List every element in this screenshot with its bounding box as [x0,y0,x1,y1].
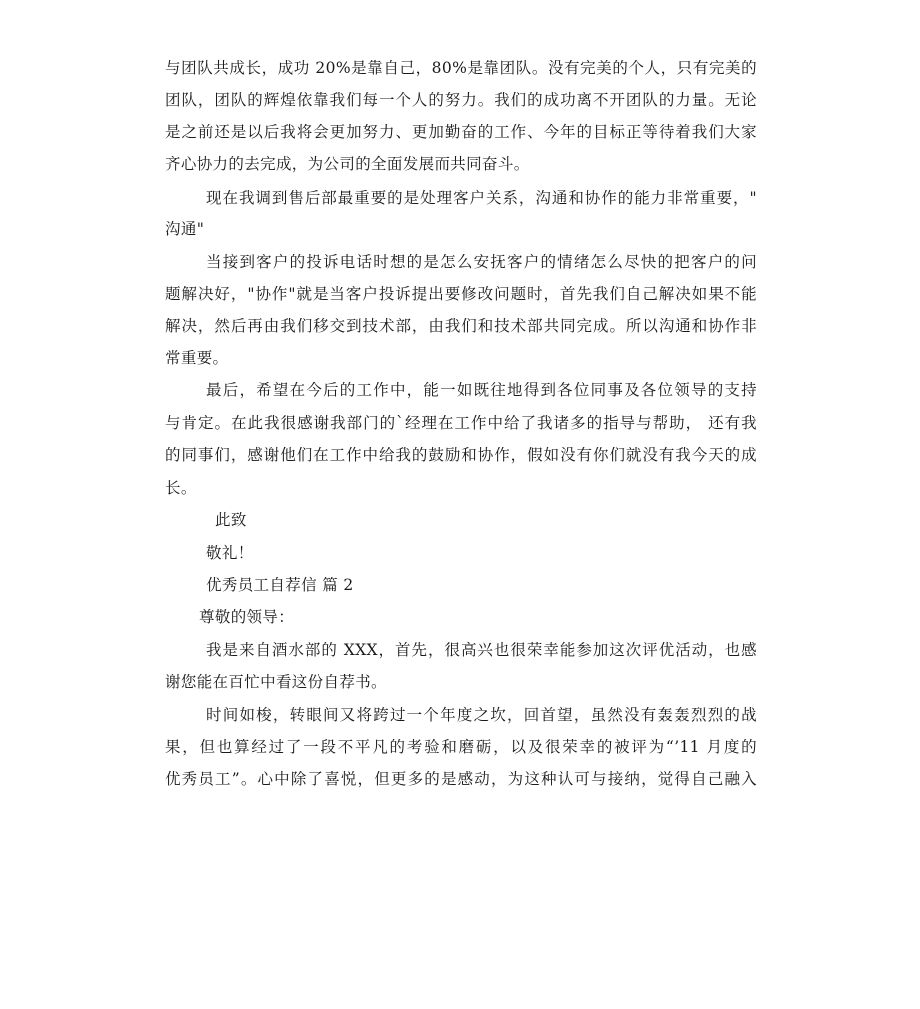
text-line: 常重要。 [165,349,229,367]
text-line: 与肯定。在此我很感谢我部门的`经理在工作中给了我诸多的指导与帮助， 还有我 [165,414,757,432]
closing-salutation: 此致 [215,511,247,529]
text-line: 时间如梭，转眼间又将跨过一个年度之坎，回首望，虽然没有轰轰烈烈的战 [206,706,757,724]
text-line: 与团队共成长，成功 20%是靠自己，80%是靠团队。没有完美的个人，只有完美的 [165,59,757,77]
text-line: 最后，希望在今后的工作中，能一如既往地得到各位同事及各位领导的支持 [206,381,757,399]
text-line: 的同事们，感谢他们在工作中给我的鼓励和协作，假如没有你们就没有我今天的成 [165,446,757,464]
closing-regards: 敬礼！ [206,544,254,562]
text-line: 长。 [165,479,197,497]
text-line: 果，但也算经过了一段不平凡的考验和磨砺，以及很荣幸的被评为“’11 月度的 [165,738,757,756]
text-line: 题解决好，"协作"就是当客户投诉提出要修改问题时，首先我们自己解决如果不能 [165,285,757,303]
text-line: 解决，然后再由我们移交到技术部，由我们和技术部共同完成。所以沟通和协作非 [165,317,757,335]
text-line: 优秀员工”。心中除了喜悦，但更多的是感动，为这种认可与接纳，觉得自己融入 [165,770,757,788]
text-line: 当接到客户的投诉电话时想的是怎么安抚客户的情绪怎么尽快的把客户的问 [206,253,757,271]
greeting: 尊敬的领导： [199,608,295,626]
section-heading: 优秀员工自荐信 篇 2 [206,576,354,594]
text-line: 齐心协力的去完成，为公司的全面发展而共同奋斗。 [165,155,530,173]
text-line: 沟通" [165,220,205,238]
text-line: 谢您能在百忙中看这份自荐书。 [165,673,387,691]
text-line: 我是来自酒水部的 XXX，首先，很高兴也很荣幸能参加这次评优活动，也感 [206,641,757,659]
text-line: 是之前还是以后我将会更加努力、更加勤奋的工作、今年的目标正等待着我们大家 [165,123,757,141]
text-line: 现在我调到售后部最重要的是处理客户关系，沟通和协作的能力非常重要，" [206,189,757,207]
text-line: 团队，团队的辉煌依靠我们每一个人的努力。我们的成功离不开团队的力量。无论 [165,91,757,109]
